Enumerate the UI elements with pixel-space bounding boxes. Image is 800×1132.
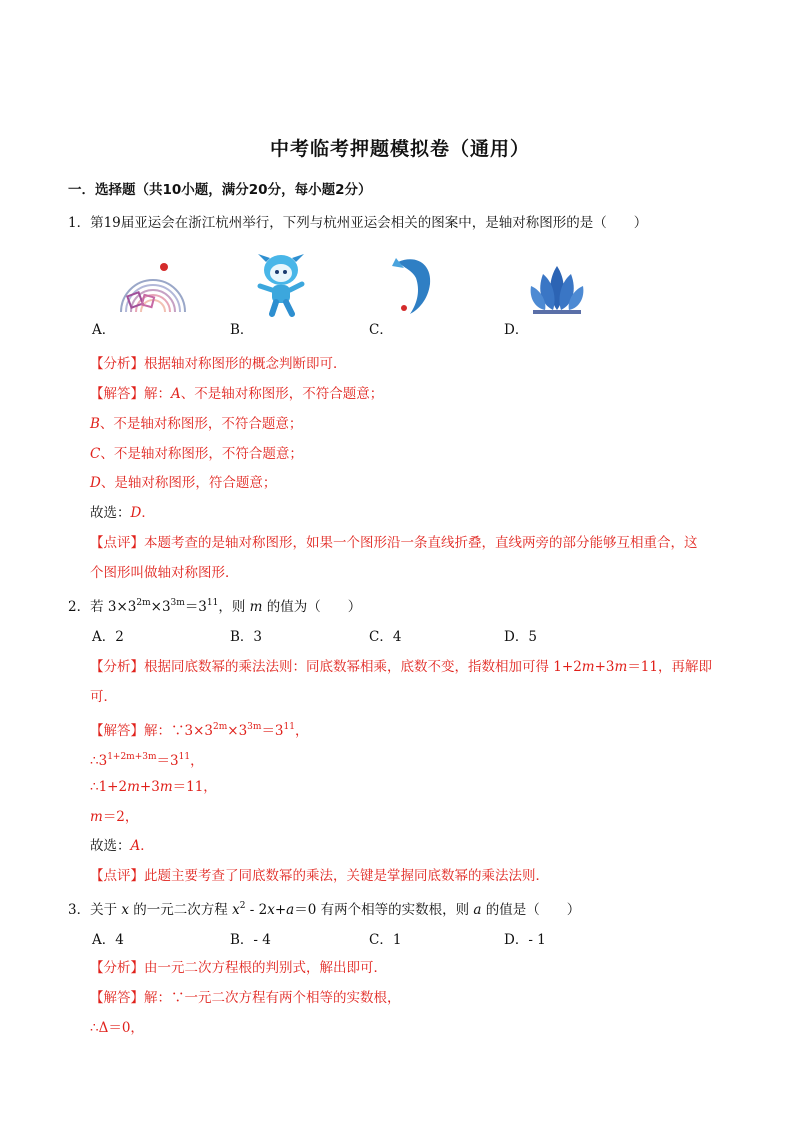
q2-stem: 2．若 $3\times 3^{2m}\times 3^{3m}=3^{11}$，则 m 的值为（ ） [68, 598, 362, 615]
q1-stem: 1．第19届亚运会在浙江杭州举行，下列与杭州亚运会相关的图案中，是轴对称图形的是（ ） [68, 215, 648, 231]
section-heading: 一．选择题（共10小题，满分20分，每小题2分） [68, 182, 372, 198]
q2-analysis-line2: 可． [90, 689, 117, 705]
dolphin-pattern-icon [388, 250, 443, 318]
q2-solution-step1: 【解答】解：$\because 3\times 3^{2m}\times 3^{3m}=3^{11}$， [90, 722, 309, 739]
q2-option-a: A．2 [92, 629, 124, 645]
q2-analysis-line1: 【分析】根据同底数幂的乘法法则：同底数幂相乘，底数不变，指数相加可得 1+2m+3m＝11，再解即 [90, 659, 712, 675]
q2-option-d: D．5 [504, 629, 537, 645]
rainbow-pattern-icon [113, 260, 193, 318]
q3-option-a: A．4 [92, 932, 124, 948]
q1-option-b: B． [230, 322, 254, 338]
q1-comment-line2: 个图形叫做轴对称图形． [90, 565, 239, 581]
q1-choose: 故选：D． [90, 505, 155, 521]
q1-analysis: 【分析】根据轴对称图形的概念判断即可． [90, 356, 347, 372]
q3-stem: 3．关于 x 的一元二次方程 $x^2 - 2x+a=0$ 有两个相等的实数根，则 a 的值是（ ） [68, 901, 581, 918]
q1-answer-a: 【解答】解：A、不是轴对称图形，不符合题意； [90, 386, 384, 402]
q1-answer-b: B、不是轴对称图形，不符合题意； [90, 416, 303, 432]
q1-answer-c: C、不是轴对称图形，不符合题意； [90, 446, 303, 462]
q2-option-c: C．4 [369, 629, 402, 645]
q2-option-b: B．3 [230, 629, 263, 645]
q2-choose: 故选：A． [90, 838, 154, 854]
q1-comment-line1: 【点评】本题考查的是轴对称图形，如果一个图形沿一条直线折叠，直线两旁的部分能够互相重合，这 [90, 535, 698, 551]
lotus-stadium-icon [527, 260, 587, 318]
mascot-icon [252, 250, 310, 318]
q1-option-d: D． [504, 322, 529, 338]
q3-option-d: D．- 1 [504, 932, 546, 948]
q3-step: ∴Δ＝0， [90, 1020, 144, 1036]
q3-answer: 【解答】解：∵一元二次方程有两个相等的实数根， [90, 990, 401, 1006]
q1-answer-d: D、是轴对称图形，符合题意； [90, 475, 277, 491]
q3-option-c: C．1 [369, 932, 402, 948]
q1-option-c: C． [369, 322, 393, 338]
q2-solution-step2: $\therefore 3^{1+2m+3m}=3^{11}$， [90, 752, 204, 769]
q3-analysis: 【分析】由一元二次方程根的判别式，解出即可． [90, 960, 387, 976]
q2-solution-step3: ∴1+2m+3m＝11， [90, 779, 217, 795]
page-title: 中考临考押题模拟卷（通用） [269, 138, 530, 160]
q1-option-a: A． [92, 322, 116, 338]
q3-option-b: B．- 4 [230, 932, 271, 948]
q2-solution-step4: m＝2， [90, 809, 139, 825]
q2-comment: 【点评】此题主要考查了同底数幂的乘法，关键是掌握同底数幂的乘法法则． [90, 868, 549, 884]
